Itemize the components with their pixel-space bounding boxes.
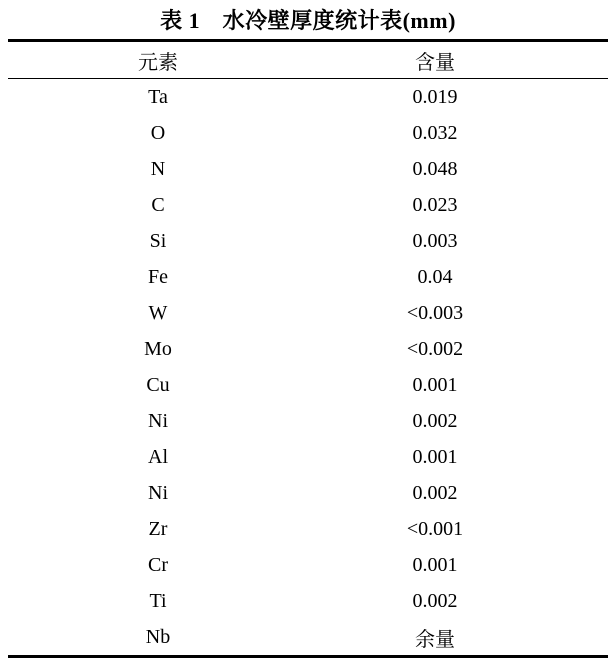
table-row [8,583,608,619]
content-cell: 0.019 [412,85,458,108]
element-cell: Ti [149,589,167,612]
content-cell: 0.032 [412,121,458,144]
content-cell: 0.001 [412,553,458,576]
element-cell: Ta [148,85,168,108]
content-cell: <0.002 [406,337,464,360]
content-cell: 0.048 [412,157,458,180]
column-header-element: 元素 [8,41,308,79]
table-row [8,223,608,259]
table-caption: 表 1 水冷壁厚度统计表(mm) [160,8,456,33]
content-cell: 0.002 [412,589,458,612]
table-row [8,187,608,223]
content-cell: 0.023 [412,193,458,216]
element-cell: Cu [146,373,170,396]
table-row [8,619,608,657]
content-cell: 0.001 [412,445,458,468]
element-cell: O [150,121,166,144]
element-cell: Ni [148,481,168,504]
table-row [8,475,608,511]
table-row [8,403,608,439]
content-cell: <0.003 [406,301,464,324]
table-row [8,259,608,295]
table-row [8,511,608,547]
table-row [8,547,608,583]
element-cell: Nb [145,625,171,648]
table-row [8,295,608,331]
element-cell: Al [148,445,168,468]
content-cell: 0.003 [412,229,458,252]
content-cell: 余量 [415,628,455,651]
composition-table [8,39,608,658]
element-cell: Zr [148,517,168,540]
element-cell: W [148,301,168,324]
content-cell: 0.04 [417,265,453,288]
element-cell: Cr [148,553,168,576]
table-row [8,367,608,403]
element-cell: Fe [148,265,168,288]
header-row [8,41,608,79]
element-cell: Ni [148,409,168,432]
element-cell: N [150,157,166,180]
column-header-content: 含量 [308,41,608,79]
table-row [8,331,608,367]
content-cell: 0.002 [412,409,458,432]
table-row [8,439,608,475]
table-row [8,115,608,151]
content-cell: 0.001 [412,373,458,396]
element-cell: Si [149,229,167,252]
table-row [8,151,608,187]
table-body [8,79,608,657]
element-cell: C [151,193,165,216]
content-cell: <0.001 [406,517,464,540]
table-row [8,79,608,116]
element-cell: Mo [144,337,172,360]
content-cell: 0.002 [412,481,458,504]
table-header [8,41,608,79]
